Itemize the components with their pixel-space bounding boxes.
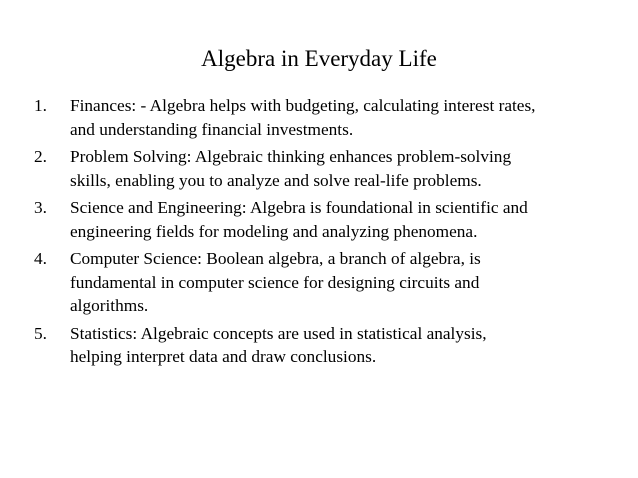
list-item-line: helping interpret data and draw conclusions.: [70, 347, 377, 366]
list-item-text: [70, 196, 604, 243]
slide-title: Algebra in Everyday Life: [201, 46, 437, 71]
list-item-line: Science and Engineering: Algebra is foundational in scientific and: [70, 198, 528, 217]
list-item-line: algorithms.: [70, 296, 149, 315]
list-item: [34, 196, 604, 243]
list-item-text: [70, 145, 604, 192]
list-item-line: Finances: - Algebra helps with budgeting, calculating interest rates,: [70, 96, 536, 115]
list-item-line: Statistics: Algebraic concepts are used in statistical analysis,: [70, 323, 487, 343]
list-item: [34, 247, 604, 318]
list-item-number: 5.: [34, 323, 47, 343]
list-item-number: 3.: [34, 198, 47, 217]
list-item-number: 1.: [34, 96, 47, 115]
list-item: [34, 94, 604, 141]
list-item-text: [70, 247, 604, 318]
numbered-list: [34, 94, 604, 373]
list-item-line: Computer Science: Boolean algebra, a branch of algebra, is: [70, 249, 481, 268]
list-item-line: fundamental in computer science for designing circuits and: [70, 272, 480, 292]
list-item-line: engineering fields for modeling and analyzing phenomena.: [70, 221, 478, 241]
list-item-line: skills, enabling you to analyze and solve real-life problems.: [70, 170, 482, 190]
list-item-text: [70, 322, 604, 369]
list-item: [34, 145, 604, 192]
list-item-number: 2.: [34, 147, 47, 166]
list-item-line: Problem Solving: Algebraic thinking enhances problem-solving: [70, 147, 512, 166]
list-item-line: and understanding financial investments.: [70, 119, 354, 139]
list-item-number: 4.: [34, 249, 47, 268]
list-item: [34, 322, 604, 369]
list-item-text: [70, 94, 604, 141]
